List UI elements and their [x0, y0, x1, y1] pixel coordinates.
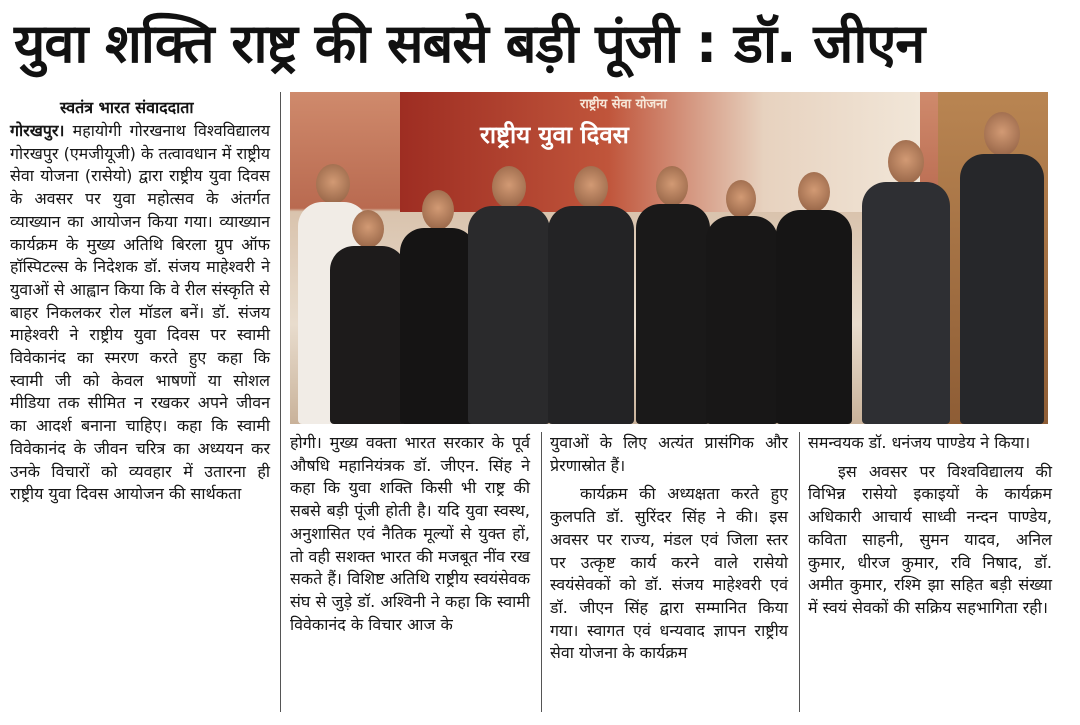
banner-title: राष्ट्रीय युवा दिवस — [480, 121, 629, 149]
person — [636, 166, 710, 424]
person — [960, 112, 1044, 424]
byline: स्वतंत्र भारत संवाददाता — [60, 98, 194, 117]
headline: युवा शक्ति राष्ट्र की सबसे बड़ी पूंजी : डॉ. जीएन — [14, 12, 925, 75]
dateline: गोरखपुर। — [10, 121, 65, 140]
person — [862, 140, 950, 424]
article-column-3 — [550, 432, 788, 665]
paragraph: कार्यक्रम की अध्यक्षता करते हुए कुलपति डॉ. सुरिंदर सिंह ने की। इस अवसर पर राज्य, मंडल एवं जिला स्तर पर उत्कृष्ट कार्य करने वाले रासेयो स्वयंसेवकों को डॉ. संजय माहेश्वरी एवं डॉ. जीएन सिंह द्वारा सम्मानित किया गया। स्वागत एवं धन्यवाद ज्ञापन राष्ट्रीय सेवा योजना के कार्यक्रम — [550, 484, 788, 663]
paragraph: होगी। मुख्य वक्ता भारत सरकार के पूर्व औषधि महानियंत्रक डॉ. जीएन. सिंह ने कहा कि युवा शक्ति किसी भी राष्ट्र की सबसे बड़ी पूंजी होती है। यदि युवा स्वस्थ, अनुशासित एवं नैतिक मूल्यों से युक्त हों, तो वही सशक्त भारत की मजबूत नींव रख सकते हैं। विशिष्ट अतिथि राष्ट्रीय स्वयंसेवक संघ से जुड़े डॉ. अश्विनी ने कहा कि स्वामी विवेकानंद के विचार आज के — [290, 433, 530, 634]
paragraph: समन्वयक डॉ. धनंजय पाण्डेय ने किया। — [808, 433, 1031, 452]
news-photo — [290, 92, 1048, 424]
paragraph: युवाओं के लिए अत्यंत प्रासंगिक और प्रेरणास्रोत हैं। — [550, 433, 788, 475]
article-column-1 — [10, 120, 270, 506]
person — [548, 166, 634, 424]
person — [330, 210, 406, 424]
column-divider — [799, 432, 800, 712]
article-column-4 — [808, 432, 1052, 620]
paragraph: इस अवसर पर विश्वविद्यालय की विभिन्न रासेयो इकाइयों के कार्यक्रम अधिकारी आचार्य साध्वी नन्दन पाण्डेय, कविता साहनी, सुमन यादव, अनिल कुमार, धीरज कुमार, रवि निषाद, डॉ. अमीत कुमार, रश्मि झा सहित बड़ी संख्या में स्वयं सेवकों की सक्रिय सहभागिता रही। — [808, 461, 1052, 617]
column-divider — [280, 92, 281, 712]
person — [400, 190, 476, 424]
person — [706, 180, 778, 424]
column-divider — [541, 432, 542, 712]
banner-top-text: राष्ट्रीय सेवा योजना — [580, 97, 667, 112]
paragraph: महायोगी गोरखनाथ विश्वविद्यालय गोरखपुर (एमजीयूजी) के तत्वावधान में राष्ट्रीय सेवा योजना (रासेयो) द्वारा राष्ट्रीय युवा दिवस के अवसर पर युवा महोत्सव के अंतर्गत व्याख्यान का आयोजन किया गया। व्याख्यान कार्यक्रम के मुख्य अतिथि बिरला ग्रुप ऑफ हॉस्पिटल्स के निदेशक डॉ. संजय माहेश्वरी ने युवाओं से आह्वान किया कि वे रील संस्कृति से बाहर निकलकर रोल मॉडल बनें। डॉ. संजय माहेश्वरी ने राष्ट्रीय युवा दिवस पर स्वामी विवेकानंद का स्मरण करते हुए कहा कि स्वामी जी को केवल भाषणों या सोशल मीडिया तक सीमित न रखकर अपने जीवन का आदर्श बनाना चाहिए। कहा कि स्वामी विवेकानंद के जीवन चरित्र का अध्ययन कर उनके विचारों को व्यवहार में उतारना ही राष्ट्रीय युवा दिवस आयोजन की सार्थकता — [10, 121, 270, 504]
person — [468, 166, 550, 424]
person — [776, 172, 852, 424]
article-column-2 — [290, 432, 530, 636]
